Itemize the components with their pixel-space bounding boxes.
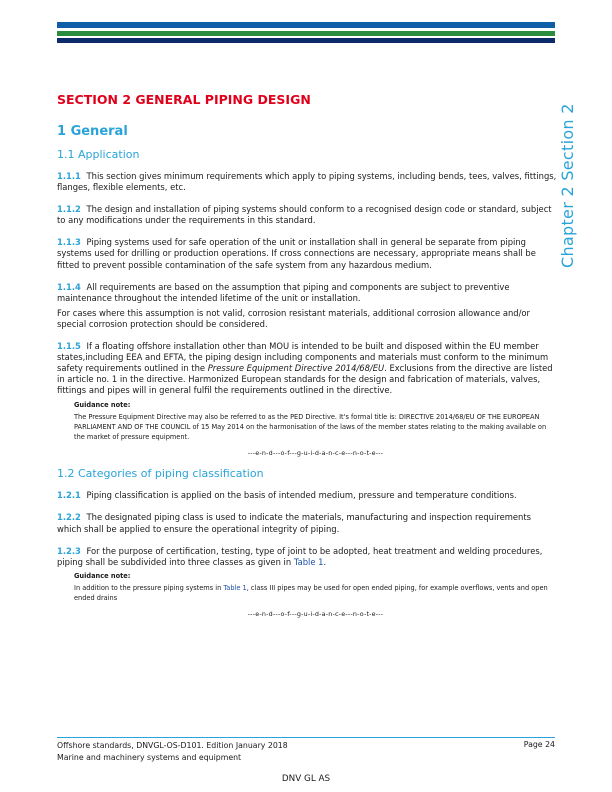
paragraph-1-1-1 xyxy=(57,171,557,193)
clause-text: For the purpose of certification, testing, type of joint to be adopted, heat treatment and welding procedures, piping shall be subdivided into three classes as given in xyxy=(57,545,543,567)
paragraph-1-2-3 xyxy=(57,546,557,568)
clause-number: 1.1.5 xyxy=(57,341,81,352)
clause-text: Piping systems used for safe operation of the unit or installation shall in general be separate from piping systems used for drilling or production operations. If cross connections are necessary, appropriate means shall be fitted to prevent possible contamination of the safe system from any hazardous medium. xyxy=(57,237,536,270)
clause-number: 1.1.1 xyxy=(57,171,81,181)
table-1-link[interactable]: Table 1 xyxy=(223,583,247,592)
company-name: DNV GL AS xyxy=(281,774,331,784)
clause-number: 1.1.4 xyxy=(57,281,81,292)
clause-number: 1.1.2 xyxy=(57,204,81,215)
guidance-note xyxy=(57,400,557,458)
guidance-text xyxy=(74,583,557,604)
footer-document-info xyxy=(57,740,288,763)
header-stripe-navy xyxy=(57,38,555,43)
paragraph-1-2-2 xyxy=(57,512,557,534)
clause-text: . xyxy=(323,556,327,567)
footer-divider xyxy=(57,737,555,738)
page-content xyxy=(57,92,557,628)
clause-text: Piping classification is applied on the basis of intended medium, pressure and temperature conditions. xyxy=(86,490,517,501)
guidance-text: The Pressure Equipment Directive may also be referred to as the PED Directive. It's formal title is: DIRECTIVE 2014/68/EU OF THE EUROPEAN PARLIAMENT AND OF THE COUNCIL of 15 May 2014 on the harmonisation of the laws of the member states relating to the making available on the market of pressure equipment. xyxy=(74,412,547,442)
heading-application: 1.1 Application xyxy=(57,148,140,161)
clause-number: 1.2.1 xyxy=(57,490,81,501)
guidance-end-marker: ---e-n-d---o-f---g-u-i-d-a-n-c-e---n-o-t-e--- xyxy=(247,610,384,619)
paragraph-1-1-4-continued: For cases where this assumption is not valid, corrosion resistant materials, additional corrosion allowance and/or special corrosion protection should be considered. xyxy=(57,307,530,329)
clause-number: 1.2.2 xyxy=(57,512,81,523)
clause-number: 1.1.3 xyxy=(57,237,81,248)
clause-number: 1.2.3 xyxy=(57,545,81,556)
clause-text: The design and installation of piping systems should conform to a recognised design code or standard, subject to any modifications under the requirements in this standard. xyxy=(57,204,552,226)
paragraph-1-2-1 xyxy=(57,490,557,501)
clause-text: This section gives minimum requirements which apply to piping systems, including bends, tees, valves, fittings, flanges, flexible elements, etc. xyxy=(57,171,557,193)
table-1-link[interactable]: Table 1 xyxy=(293,556,324,567)
paragraph-1-1-3 xyxy=(57,237,557,270)
page-number: Page 24 xyxy=(523,740,555,749)
guidance-end-marker: ---e-n-d---o-f---g-u-i-d-a-n-c-e---n-o-t-e--- xyxy=(247,449,384,458)
heading-categories: 1.2 Categories of piping classification xyxy=(57,467,264,481)
guidance-text-part: In addition to the pressure piping systems in xyxy=(74,583,224,592)
section-title: SECTION 2 GENERAL PIPING DESIGN xyxy=(57,92,311,107)
clause-text: All requirements are based on the assumption that piping and components are subject to preventive maintenance throughout the intended lifetime of the unit or installation. xyxy=(57,281,510,303)
clause-text: If a floating offshore installation other than MOU is intended to be built and disposed within the EU member states,including EEA and EFTA, the piping design including components and materials must conform to the minimum safety requirements outlined in the xyxy=(57,341,549,374)
clause-text: . Exclusions from the directive are listed in article no. 1 in the directive. Harmonized European standards for the design and fabrication of materials, valves, fittings and pipes will in general fulfil the requirements outlined in the directive. xyxy=(57,363,553,396)
guidance-title: Guidance note: xyxy=(74,571,131,580)
heading-general: 1 General xyxy=(57,124,128,139)
paragraph-1-1-5 xyxy=(57,341,557,396)
guidance-note xyxy=(57,571,557,619)
guidance-title: Guidance note: xyxy=(74,400,131,409)
footer-subtitle: Marine and machinery systems and equipment xyxy=(57,752,242,762)
guidance-text-part: , class III pipes may be used for open ended piping, for example overflows, vents and open ended drains xyxy=(74,583,548,603)
paragraph-1-1-4 xyxy=(57,282,557,304)
footer-standard: Offshore standards, DNVGL-OS-D101. Edition January 2018 xyxy=(57,741,288,750)
directive-title: Pressure Equipment Directive 2014/68/EU xyxy=(207,363,385,374)
paragraph-1-1-2 xyxy=(57,204,557,226)
chapter-section-label: Chapter 2 Section 2 xyxy=(558,103,577,268)
clause-text: The designated piping class is used to indicate the materials, manufacturing and inspection requirements which shall be applied to ensure the operational integrity of piping. xyxy=(57,512,531,534)
